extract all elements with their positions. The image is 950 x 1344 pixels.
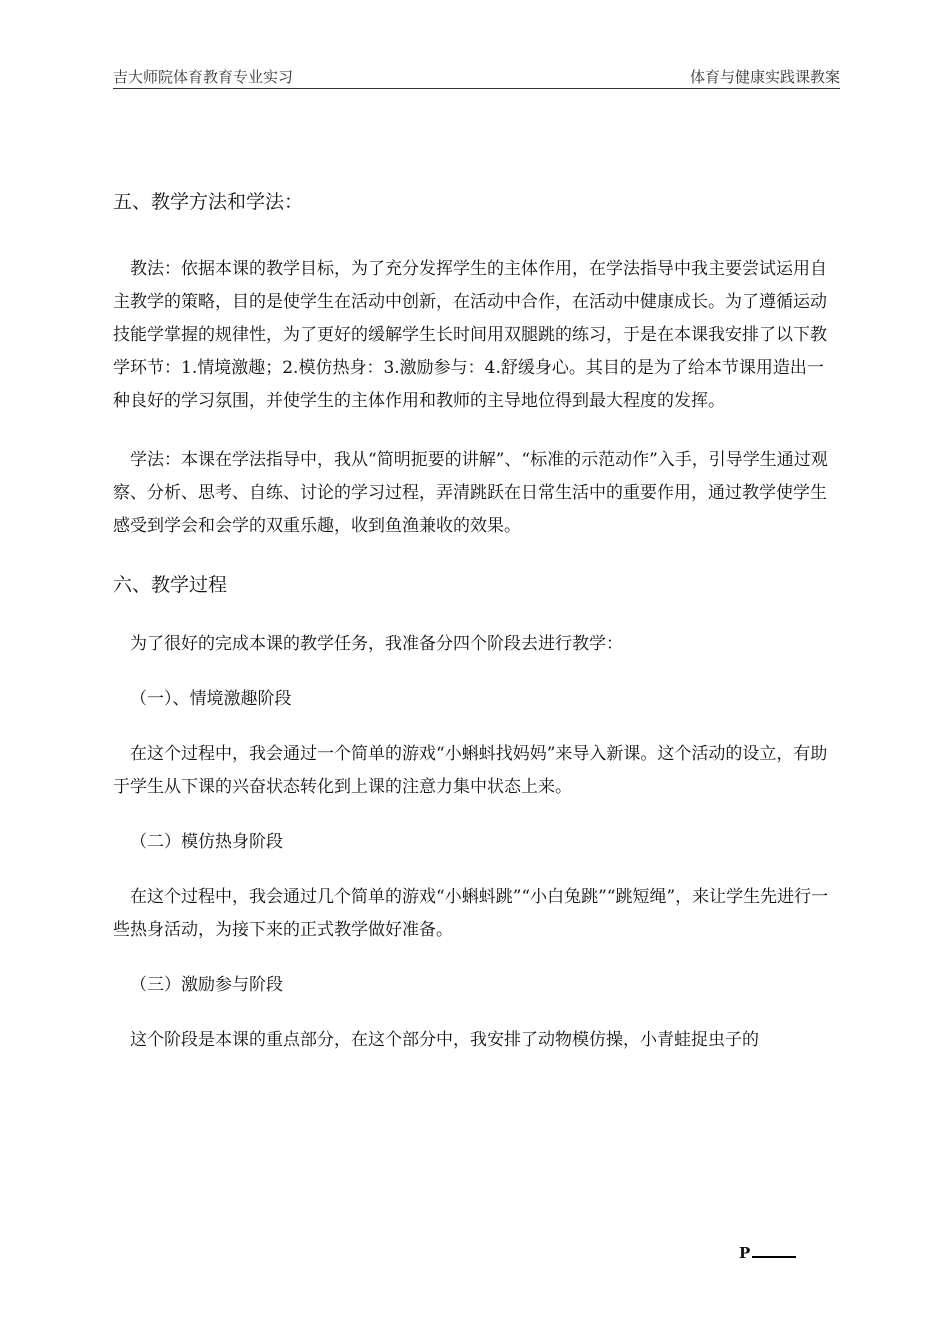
header-right-text: 体育与健康实践课教案 xyxy=(689,68,840,86)
stage3-paragraph: 这个阶段是本课的重点部分，在这个部分中，我安排了动物模仿操，小青蛙捉虫子的 xyxy=(130,1030,759,1050)
stage2-title: （二）模仿热身阶段 xyxy=(130,832,283,852)
document-body xyxy=(113,186,840,1057)
section6-title: 六、教学过程 xyxy=(113,574,228,596)
page-number-blank xyxy=(752,1242,796,1258)
teaching-method-paragraph: 教法：依据本课的教学目标，为了充分发挥学生的主体作用，在学法指导中我主要尝试运用自主教学的策略，目的是使学生在活动中创新，在活动中合作，在活动中健康成长。为了遵循运动技能学掌握的规律性，为了更好的缓解学生长时间用双腿跳的练习，于是在本课我安排了以下教学环节：1.情境激趣；2.模仿热身：3.激励参与：4.舒缓身心。其目的是为了给本节课用造出一种良好的学习氛围，并使学生的主体作用和教师的主导地位得到最大程度的发挥。 xyxy=(113,259,827,411)
section5-title: 五、教学方法和学法： xyxy=(113,191,304,213)
page-header xyxy=(113,66,840,89)
stage2-paragraph: 在这个过程中，我会通过几个简单的游戏“小蝌蚪跳”“小白兔跳”“跳短绳”，来让学生先进行一些热身活动，为接下来的正式教学做好准备。 xyxy=(113,887,829,940)
stage1-paragraph: 在这个过程中，我会通过一个简单的游戏“小蝌蚪找妈妈”来导入新课。这个活动的设立，有助于学生从下课的兴奋状态转化到上课的注意力集中状态上来。 xyxy=(113,744,828,797)
page-footer xyxy=(739,1242,796,1262)
section6-intro: 为了很好的完成本课的教学任务，我准备分四个阶段去进行教学： xyxy=(130,634,623,654)
stage1-title: （一）、情境激趣阶段 xyxy=(130,689,292,709)
header-left-text: 吉大师院体育教育专业实习 xyxy=(113,68,294,86)
stage3-title: （三）激励参与阶段 xyxy=(130,975,283,995)
page-number-label: P xyxy=(739,1244,751,1262)
learning-method-paragraph: 学法：本课在学法指导中，我从“简明扼要的讲解”、“标准的示范动作”入手，引导学生通过观察、分析、思考、自练、讨论的学习过程，弄清跳跃在日常生活中的重要作用，通过教学使学生感受到学会和会学的双重乐趣，收到鱼渔兼收的效果。 xyxy=(113,450,828,536)
